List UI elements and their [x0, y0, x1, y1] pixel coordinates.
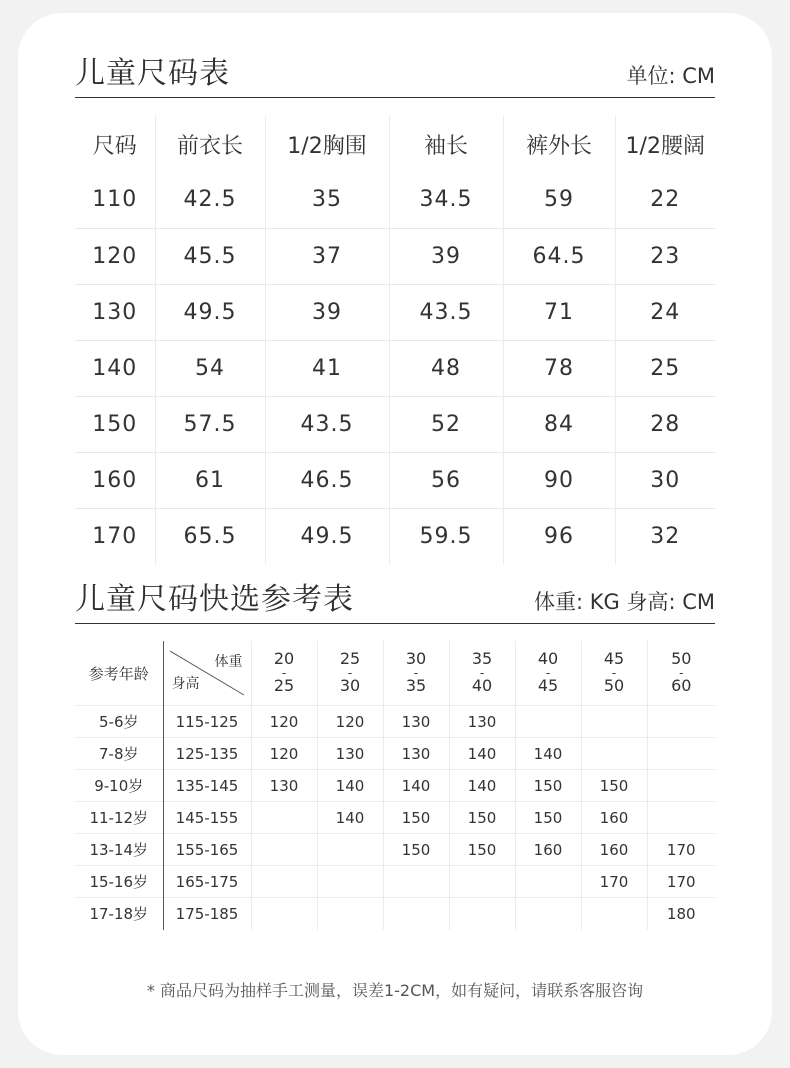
- weight-from: 45: [603, 648, 625, 668]
- weight-range-header: [383, 641, 449, 706]
- measurement-cell: 39: [265, 284, 389, 340]
- measurement-cell: 23: [615, 228, 715, 284]
- measurement-cell: 24: [615, 284, 715, 340]
- recommended-size-cell: [383, 898, 449, 930]
- age-cell: 11-12岁: [75, 802, 163, 834]
- quick-row: [75, 770, 715, 802]
- recommended-size-cell: 150: [581, 770, 647, 802]
- size-row: [75, 172, 715, 228]
- header-cell: 袖长: [389, 116, 503, 172]
- recommended-size-cell: [449, 866, 515, 898]
- measurement-cell: 54: [155, 340, 265, 396]
- quick-row: [75, 898, 715, 930]
- recommended-size-cell: 120: [251, 706, 317, 738]
- measurement-cell: 28: [615, 396, 715, 452]
- weight-range-header: [515, 641, 581, 706]
- recommended-size-cell: [251, 898, 317, 930]
- measurement-cell: 25: [615, 340, 715, 396]
- range-dash: -: [413, 665, 419, 680]
- recommended-size-cell: 170: [647, 866, 715, 898]
- age-cell: 13-14岁: [75, 834, 163, 866]
- quick-row: [75, 738, 715, 770]
- weight-from: 25: [339, 648, 361, 668]
- recommended-size-cell: 130: [383, 706, 449, 738]
- height-cell: 115-125: [163, 706, 251, 738]
- quick-row: [75, 706, 715, 738]
- recommended-size-cell: 120: [317, 706, 383, 738]
- measurement-cell: 59: [503, 172, 615, 228]
- weight-to: 35: [405, 676, 427, 696]
- measurement-cell: 71: [503, 284, 615, 340]
- size-chart-unit: 单位: CM: [626, 64, 715, 88]
- recommended-size-cell: [647, 738, 715, 770]
- size-chart-header: [75, 48, 715, 92]
- measurement-cell: 61: [155, 452, 265, 508]
- age-cell: 7-8岁: [75, 738, 163, 770]
- quick-chart-rule: [75, 623, 715, 624]
- recommended-size-cell: [581, 738, 647, 770]
- recommended-size-cell: 180: [647, 898, 715, 930]
- quick-chart-unit: 体重: KG 身高: CM: [533, 590, 715, 614]
- quick-chart-header-row: [75, 641, 715, 706]
- recommended-size-cell: [581, 706, 647, 738]
- weight-to: 40: [471, 676, 493, 696]
- weight-range-header: [317, 641, 383, 706]
- quick-chart-header: [75, 574, 715, 618]
- height-cell: 145-155: [163, 802, 251, 834]
- recommended-size-cell: [317, 834, 383, 866]
- recommended-size-cell: 150: [383, 834, 449, 866]
- measurement-cell: 46.5: [265, 452, 389, 508]
- measurement-cell: 59.5: [389, 508, 503, 564]
- recommended-size-cell: 150: [515, 770, 581, 802]
- quick-row: [75, 802, 715, 834]
- weight-label: 体重: [214, 654, 243, 670]
- measurement-cell: 84: [503, 396, 615, 452]
- weight-range-header: [251, 641, 317, 706]
- weight-to: 45: [537, 676, 559, 696]
- range-dash: -: [611, 665, 617, 680]
- quick-row: [75, 834, 715, 866]
- size-cell: 160: [75, 452, 155, 508]
- recommended-size-cell: [647, 802, 715, 834]
- recommended-size-cell: 150: [449, 834, 515, 866]
- height-cell: 135-145: [163, 770, 251, 802]
- recommended-size-cell: [449, 898, 515, 930]
- recommended-size-cell: [317, 866, 383, 898]
- weight-from: 30: [405, 648, 427, 668]
- recommended-size-cell: 140: [449, 770, 515, 802]
- recommended-size-cell: 140: [317, 770, 383, 802]
- age-cell: 9-10岁: [75, 770, 163, 802]
- measurement-cell: 96: [503, 508, 615, 564]
- measurement-cell: 42.5: [155, 172, 265, 228]
- weight-to: 50: [603, 676, 625, 696]
- height-cell: 175-185: [163, 898, 251, 930]
- size-cell: 130: [75, 284, 155, 340]
- age-cell: 15-16岁: [75, 866, 163, 898]
- weight-to: 25: [273, 676, 295, 696]
- range-dash: -: [545, 665, 551, 680]
- recommended-size-cell: [251, 866, 317, 898]
- weight-to: 30: [339, 676, 361, 696]
- header-cell: 尺码: [92, 133, 137, 159]
- recommended-size-cell: [581, 898, 647, 930]
- weight-from: 50: [671, 648, 692, 668]
- recommended-size-cell: 160: [581, 802, 647, 834]
- range-dash: -: [347, 665, 353, 680]
- range-dash: -: [679, 665, 684, 680]
- size-chart-header-row: [75, 116, 715, 172]
- measurement-cell: 35: [265, 172, 389, 228]
- size-cell: 170: [75, 508, 155, 564]
- recommended-size-cell: 150: [515, 802, 581, 834]
- height-cell: 125-135: [163, 738, 251, 770]
- measurement-cell: 90: [503, 452, 615, 508]
- measurement-cell: 78: [503, 340, 615, 396]
- footnote: * 商品尺码为抽样手工测量，误差1-2CM，如有疑问，请联系客服咨询: [146, 981, 644, 1000]
- recommended-size-cell: 130: [251, 770, 317, 802]
- recommended-size-cell: 170: [647, 834, 715, 866]
- measurement-cell: 48: [389, 340, 503, 396]
- measurement-cell: 45.5: [155, 228, 265, 284]
- measurement-cell: 65.5: [155, 508, 265, 564]
- range-dash: -: [479, 665, 485, 680]
- recommended-size-cell: 160: [515, 834, 581, 866]
- range-dash: -: [281, 665, 287, 680]
- recommended-size-cell: [515, 706, 581, 738]
- recommended-size-cell: [515, 866, 581, 898]
- size-cell: 150: [75, 396, 155, 452]
- quick-chart-table: [75, 641, 715, 930]
- height-cell: 165-175: [163, 866, 251, 898]
- measurement-cell: 49.5: [155, 284, 265, 340]
- recommended-size-cell: 120: [251, 738, 317, 770]
- quick-chart-title: 儿童尺码快选参考表: [75, 582, 354, 617]
- weight-from: 40: [537, 648, 559, 668]
- measurement-cell: 57.5: [155, 396, 265, 452]
- measurement-cell: 41: [265, 340, 389, 396]
- size-row: [75, 452, 715, 508]
- measurement-cell: 56: [389, 452, 503, 508]
- quick-row: [75, 866, 715, 898]
- recommended-size-cell: [647, 770, 715, 802]
- diagonal-header-cell: [163, 641, 251, 706]
- recommended-size-cell: [251, 802, 317, 834]
- weight-from: 20: [273, 648, 295, 668]
- recommended-size-cell: 170: [581, 866, 647, 898]
- size-row: [75, 340, 715, 396]
- size-row: [75, 396, 715, 452]
- measurement-cell: 49.5: [265, 508, 389, 564]
- weight-to: 60: [671, 676, 692, 696]
- size-row: [75, 508, 715, 564]
- size-chart-title: 儿童尺码表: [75, 56, 230, 91]
- recommended-size-cell: 130: [449, 706, 515, 738]
- measurement-cell: 39: [389, 228, 503, 284]
- measurement-cell: 37: [265, 228, 389, 284]
- weight-range-header: [581, 641, 647, 706]
- size-chart-table: [75, 116, 715, 564]
- size-cell: 120: [75, 228, 155, 284]
- height-label: 身高: [171, 676, 200, 692]
- recommended-size-cell: 140: [515, 738, 581, 770]
- measurement-cell: 34.5: [389, 172, 503, 228]
- measurement-cell: 43.5: [265, 396, 389, 452]
- measurement-cell: 64.5: [503, 228, 615, 284]
- recommended-size-cell: 130: [383, 738, 449, 770]
- recommended-size-cell: 140: [317, 802, 383, 834]
- age-cell: 17-18岁: [75, 898, 163, 930]
- height-cell: 155-165: [163, 834, 251, 866]
- measurement-cell: 52: [389, 396, 503, 452]
- size-chart-rule: [75, 97, 715, 98]
- header-cell: 1/2胸围: [265, 116, 389, 172]
- weight-range-header: [647, 641, 715, 706]
- recommended-size-cell: 140: [449, 738, 515, 770]
- recommended-size-cell: 150: [383, 802, 449, 834]
- header-cell: 裤外长: [503, 116, 615, 172]
- age-header: 参考年龄: [88, 664, 149, 683]
- header-cell: 前衣长: [155, 116, 265, 172]
- measurement-cell: 22: [615, 172, 715, 228]
- weight-from: 35: [471, 648, 493, 668]
- recommended-size-cell: 150: [449, 802, 515, 834]
- age-cell: 5-6岁: [75, 706, 163, 738]
- measurement-cell: 32: [615, 508, 715, 564]
- recommended-size-cell: 160: [581, 834, 647, 866]
- measurement-cell: 30: [615, 452, 715, 508]
- header-cell: 1/2腰阔: [615, 116, 715, 172]
- weight-range-header: [449, 641, 515, 706]
- recommended-size-cell: [317, 898, 383, 930]
- recommended-size-cell: [251, 834, 317, 866]
- size-cell: 110: [92, 187, 138, 213]
- recommended-size-cell: [383, 866, 449, 898]
- recommended-size-cell: [647, 706, 715, 738]
- measurement-cell: 43.5: [389, 284, 503, 340]
- recommended-size-cell: [515, 898, 581, 930]
- size-row: [75, 228, 715, 284]
- size-row: [75, 284, 715, 340]
- recommended-size-cell: 130: [317, 738, 383, 770]
- size-cell: 140: [75, 340, 155, 396]
- recommended-size-cell: 140: [383, 770, 449, 802]
